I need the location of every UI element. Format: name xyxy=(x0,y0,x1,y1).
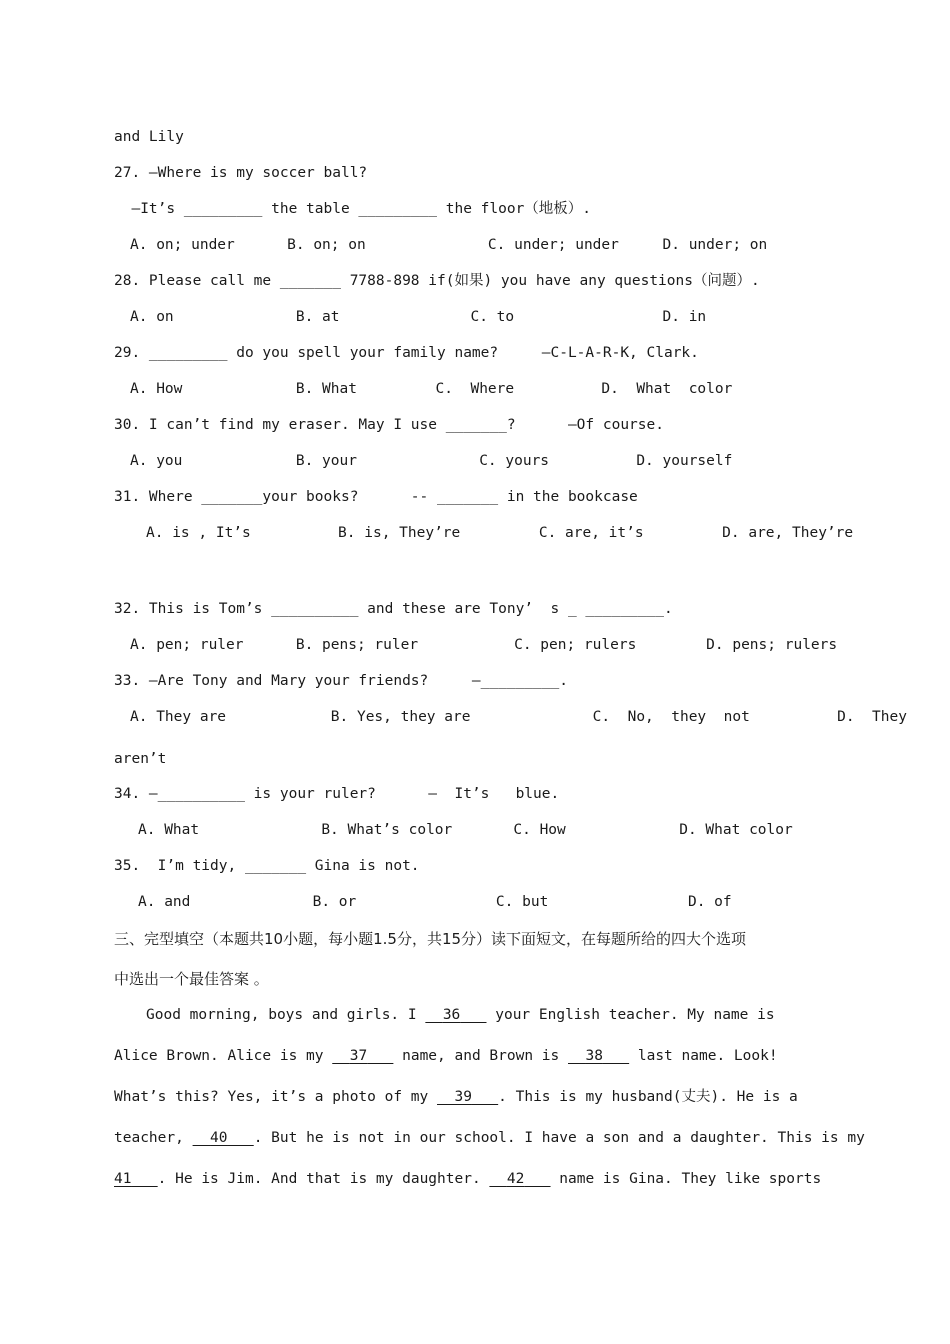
question-28-options: A. on B. at C. to D. in xyxy=(130,309,707,325)
question-35: 35. I’m tidy, _______ Gina is not. xyxy=(114,858,420,874)
question-33-options-cont: aren’t xyxy=(114,751,167,767)
question-32: 32. This is Tom’s __________ and these are Tony’ s _ _________. xyxy=(114,601,673,617)
question-33: 33. —Are Tony and Mary your friends? —_________. xyxy=(114,673,568,689)
passage-line-3: What’s this? Yes, it’s a photo of my 39 . This is my husband(丈夫). He is a xyxy=(114,1089,798,1105)
question-31: 31. Where _______your books? -- _______ in the bookcase xyxy=(114,489,638,505)
question-34: 34. —__________ is your ruler? — It’s blue. xyxy=(114,786,560,802)
question-27: 27. —Where is my soccer ball? xyxy=(114,165,368,181)
question-30-options: A. you B. your C. yours D. yourself xyxy=(130,453,733,469)
passage-line-4: teacher, 40 . But he is not in our school. I have a son and a daughter. This is my xyxy=(114,1130,865,1146)
section-heading: 三、完型填空（本题共10小题，每小题1.5分，共15分）读下面短文，在每题所给的四大个选项 xyxy=(114,930,747,948)
question-31-options: A. is , It’s B. is, They’re C. are, it’s D. are, They’re xyxy=(146,525,854,541)
question-34-options: A. What B. What’s color C. How D. What color xyxy=(138,822,793,838)
passage-line-1: Good morning, boys and girls. I 36 your English teacher. My name is xyxy=(146,1007,775,1023)
section-heading-line-2: 中选出一个最佳答案 。 xyxy=(114,970,269,988)
text-line: and Lily xyxy=(114,129,184,145)
question-27-options: A. on; under B. on; on C. under; under D. under; on xyxy=(130,237,768,253)
passage-line-5: 41 . He is Jim. And that is my daughter. 42 name is Gina. They like sports xyxy=(114,1171,822,1187)
question-35-options: A. and B. or C. but D. of xyxy=(138,894,732,910)
question-30: 30. I can’t find my eraser. May I use _______? —Of course. xyxy=(114,417,664,433)
question-32-options: A. pen; ruler B. pens; ruler C. pen; rulers D. pens; rulers xyxy=(130,637,838,653)
passage-line-2: Alice Brown. Alice is my 37 name, and Brown is 38 last name. Look! xyxy=(114,1048,778,1064)
question-33-options: A. They are B. Yes, they are C. No, they not D. They xyxy=(130,709,907,725)
question-27-line-2: —It’s _________ the table _________ the floor（地板）. xyxy=(114,201,592,217)
question-29: 29. _________ do you spell your family name? —C-L-A-R-K, Clark. xyxy=(114,345,699,361)
question-28: 28. Please call me _______ 7788-898 if(如果) you have any questions（问题）. xyxy=(114,273,760,289)
question-29-options: A. How B. What C. Where D. What color xyxy=(130,381,733,397)
